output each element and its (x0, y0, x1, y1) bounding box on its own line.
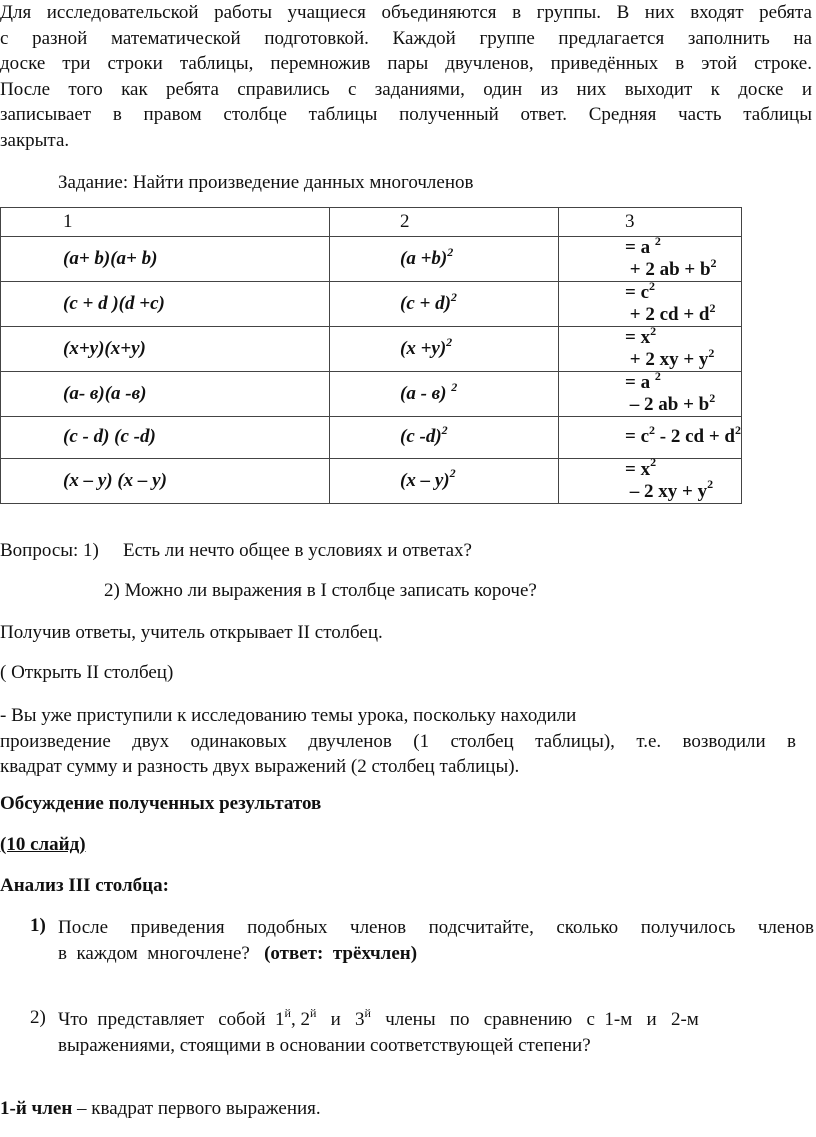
result-text: – 2 xy + y (625, 480, 708, 502)
intro-line: доске три строки таблицы, перемножив пары двучленов, приведённых в этой строке. (0, 53, 812, 75)
table-row (1, 237, 742, 282)
result-cell (559, 417, 742, 459)
table-row (1, 458, 742, 503)
item-2-number: 2) (30, 1007, 46, 1028)
result-cell (559, 233, 742, 282)
result-exponent: 2 (650, 323, 657, 338)
result-text: + 2 xy + y (625, 349, 709, 370)
open-column-text: ( Открыть II столбец) (0, 662, 174, 683)
research-line: квадрат сумму и разность двух выражений (2 столбец таблицы). (0, 756, 520, 778)
item-2-line: выражениями, стоящими в основании соответствующей степени? (58, 1034, 591, 1056)
product-cell: (a+ b)(a+ b) (1, 237, 330, 282)
research-line: - Вы уже приступили к исследованию темы урока, поскольку находили (0, 705, 577, 726)
research-paragraph (0, 703, 796, 780)
task-line: Задание: Найти произведение данных многочленов (58, 172, 474, 193)
first-term-label: 1-й член (0, 1098, 73, 1119)
discussion-heading: Обсуждение полученных результатов (0, 793, 322, 814)
product-cell: (a- в)(a -в) (1, 372, 330, 417)
result-text: + 2 ab + b (625, 259, 711, 280)
power-cell: $(a +b)^2$ (330, 237, 559, 282)
research-line: произведение двух одинаковых двучленов (1 столбец таблицы), т.е. возводили в (0, 730, 796, 752)
intro-paragraph (0, 0, 812, 154)
table-row (1, 282, 742, 327)
result-text: = x (625, 458, 651, 480)
result-text: = c (625, 282, 650, 303)
teacher-opens-text: Получив ответы, учитель открывает II столбец. (0, 622, 383, 643)
product-cell: (x – y) (x – y) (1, 458, 330, 503)
result-exponent: 2 (654, 233, 661, 248)
result-text: = a (625, 237, 655, 258)
result-exponent: 2 (707, 477, 714, 492)
item-1-text (58, 915, 814, 966)
item-1-line: в каждом многочлене? (ответ: трёхчлен) (58, 942, 418, 964)
question-2: 2) Можно ли выражения в I столбце записать короче? (104, 580, 537, 601)
intro-line: Для исследовательской работы учащиеся объединяются в группы. В них входят ребята (0, 2, 812, 23)
intro-line: с разной математической подготовкой. Каждой группе предлагается заполнить на (0, 27, 812, 49)
result-text: – 2 ab + b (625, 394, 710, 415)
power-cell: $(x +y)^2$ (330, 327, 559, 372)
intro-line: закрыта. (0, 129, 70, 151)
result-text: = c (625, 426, 650, 448)
products-table (0, 207, 742, 504)
result-cell (559, 455, 742, 503)
item-1-line: После приведения подобных членов подсчитайте, сколько получилось членов (58, 917, 814, 938)
result-text: + 2 cd + d (625, 304, 710, 325)
result-text: - 2 cd + d (655, 426, 735, 448)
table-row (1, 372, 742, 417)
column-header: 3 (559, 208, 742, 237)
table-header-row (1, 208, 742, 237)
result-cell (559, 278, 742, 327)
result-exponent: 2 (709, 300, 716, 315)
column-header: 1 (1, 208, 330, 237)
result-text: = a (625, 372, 655, 393)
result-exponent: 2 (649, 423, 656, 438)
item-2-line: Что представляет собой $1^й$, $2^й$ и $3^й$ члены по сравнению с 1-м и 2-м (58, 1005, 699, 1030)
item-1-answer: (ответ: трёхчлен) (264, 942, 418, 964)
product-cell: (c - d) (c -d) (1, 417, 330, 459)
table-row (1, 417, 742, 459)
result-exponent: 2 (650, 455, 657, 470)
result-exponent: 2 (654, 368, 661, 383)
intro-line: После того как ребята справились с заданиями, один из них выходит к доске и (0, 78, 812, 100)
question-1: Есть ли нечто общее в условиях и ответах? (123, 540, 472, 561)
power-cell: (c -d)$^2$ (330, 417, 559, 459)
column-header: 2 (330, 208, 559, 237)
result-exponent: 2 (649, 278, 656, 293)
questions-label: Вопросы: 1) (0, 540, 99, 561)
product-cell: (c + d )(d +c) (1, 282, 330, 327)
result-exponent: 2 (710, 255, 717, 270)
first-term-line (0, 1098, 321, 1120)
item-1-number: 1) (30, 915, 46, 936)
first-term-text: – квадрат первого выражения. (72, 1098, 321, 1119)
slide-label: (10 слайд) (0, 834, 86, 855)
item-2-text (58, 1007, 814, 1058)
power-cell: (a - в) $^2$ (330, 372, 559, 417)
result-cell (559, 323, 742, 372)
result-exponent: 2 (708, 345, 715, 360)
result-exponent: 2 (709, 390, 716, 405)
table-row (1, 327, 742, 372)
result-exponent: 2 (735, 423, 741, 438)
analysis-heading: Анализ III столбца: (0, 875, 169, 896)
product-cell: (x+y)(x+y) (1, 327, 330, 372)
result-cell (559, 368, 742, 417)
result-text: = x (625, 327, 651, 348)
intro-line: записывает в правом столбце таблицы полученный ответ. Средняя часть таблицы (0, 104, 812, 126)
power-cell: $(c + d)^2$ (330, 282, 559, 327)
power-cell: (x – y)$^2$ (330, 458, 559, 503)
